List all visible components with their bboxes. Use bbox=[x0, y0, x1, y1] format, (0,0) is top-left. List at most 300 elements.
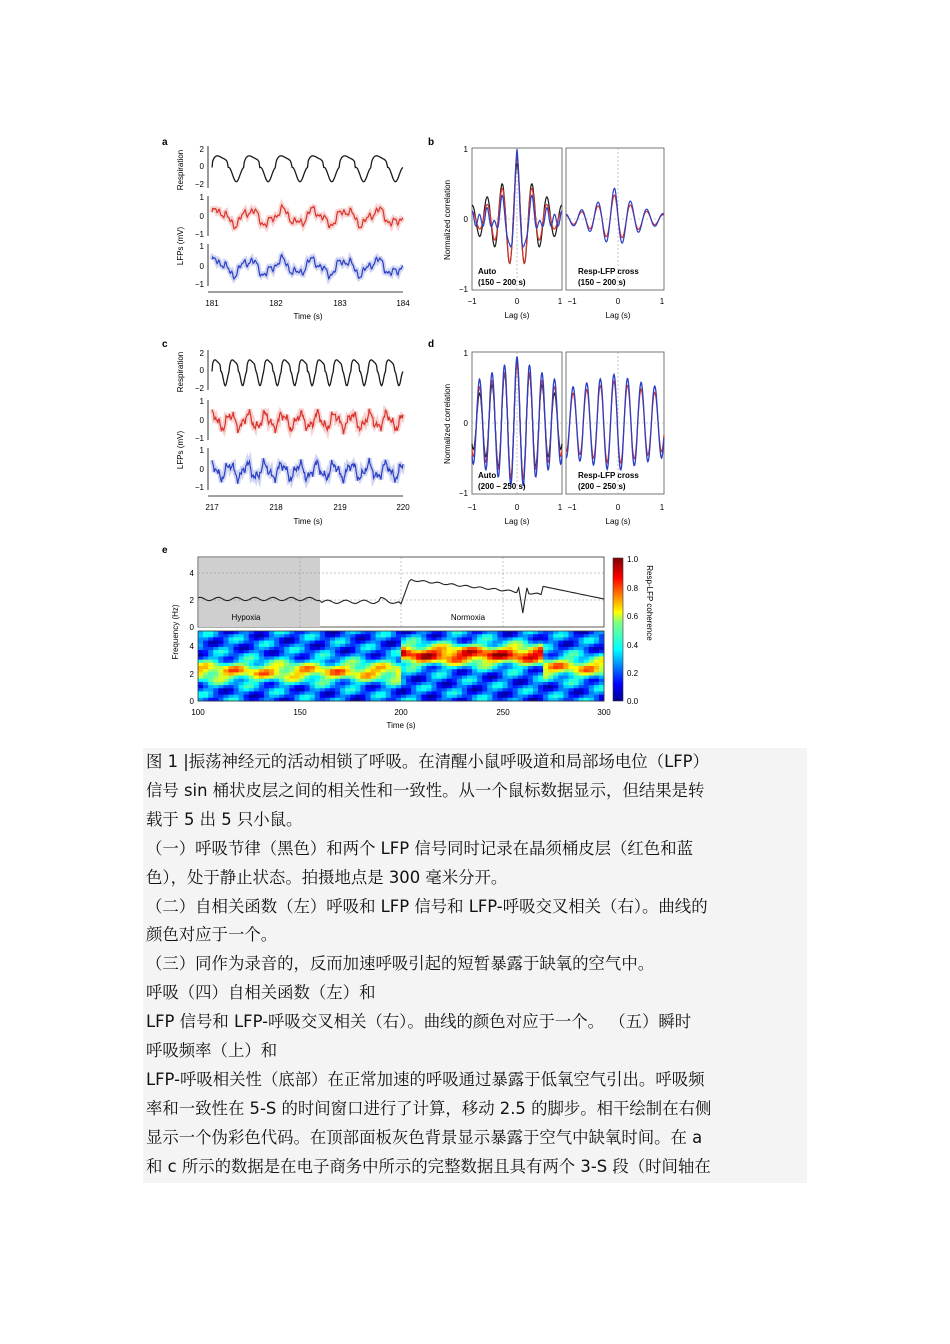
e-heatmap-cell bbox=[482, 631, 487, 635]
e-heatmap-cell bbox=[213, 672, 218, 676]
e-heatmap-cell bbox=[497, 653, 502, 657]
e-heatmap-cell bbox=[421, 650, 426, 654]
e-heatmap-cell bbox=[279, 672, 284, 676]
e-heatmap-cell bbox=[442, 688, 447, 692]
e-heatmap-cell bbox=[406, 650, 411, 654]
e-heatmap-cell bbox=[518, 644, 523, 648]
d-xtick-l-0: 0 bbox=[514, 503, 520, 512]
e-heatmap-cell bbox=[568, 676, 573, 680]
e-heatmap-cell bbox=[381, 660, 386, 664]
e-heatmap-cell bbox=[381, 688, 386, 692]
a-resp-tick-2: 2 bbox=[199, 145, 204, 154]
e-heatmap-cell bbox=[467, 672, 472, 676]
e-heatmap-cell bbox=[589, 666, 594, 670]
e-heatmap-cell bbox=[477, 637, 482, 641]
e-heatmap-cell bbox=[320, 666, 325, 670]
e-heatmap-cell bbox=[487, 641, 492, 645]
e-heatmap-cell bbox=[244, 688, 249, 692]
e-heatmap-cell bbox=[406, 682, 411, 686]
e-heatmap-cell bbox=[442, 653, 447, 657]
a-resp-tick-m2: −2 bbox=[194, 180, 204, 189]
panel-b-ylabel: Normalized correlation bbox=[443, 179, 452, 261]
e-heatmap-cell bbox=[350, 688, 355, 692]
e-heatmap-cell bbox=[437, 650, 442, 654]
e-heatmap-cell bbox=[239, 679, 244, 683]
e-heatmap-cell bbox=[579, 695, 584, 699]
e-heatmap-cell bbox=[249, 634, 254, 638]
e-heatmap-cell bbox=[543, 653, 548, 657]
e-heatmap-cell bbox=[482, 666, 487, 670]
e-heatmap-cell bbox=[497, 688, 502, 692]
e-heatmap-cell bbox=[518, 672, 523, 676]
e-heatmap-cell bbox=[284, 650, 289, 654]
e-heatmap-cell bbox=[467, 695, 472, 699]
e-heatmap-cell bbox=[269, 666, 274, 670]
e-heatmap-cell bbox=[579, 669, 584, 673]
e-heatmap-cell bbox=[335, 631, 340, 635]
d-xlabel-left: Lag (s) bbox=[504, 517, 530, 526]
e-heatmap-cell bbox=[421, 656, 426, 660]
e-heatmap-cell bbox=[467, 682, 472, 686]
a-lfp1-tick-m1: −1 bbox=[194, 230, 204, 239]
e-heatmap-cell bbox=[203, 663, 208, 667]
e-heatmap-cell bbox=[447, 679, 452, 683]
e-heatmap-cell bbox=[457, 691, 462, 695]
e-heatmap-cell bbox=[462, 647, 467, 651]
e-heatmap-cell bbox=[589, 682, 594, 686]
e-heatmap-cell bbox=[294, 641, 299, 645]
e-heatmap-cell bbox=[563, 647, 568, 651]
e-heatmap-cell bbox=[203, 691, 208, 695]
e-heatmap-cell bbox=[274, 644, 279, 648]
e-heatmap-cell bbox=[579, 691, 584, 695]
e-heatmap-cell bbox=[426, 679, 431, 683]
e-heatmap-cell bbox=[310, 656, 315, 660]
e-heatmap-cell bbox=[223, 676, 228, 680]
e-heatmap-cell bbox=[371, 682, 376, 686]
e-heatmap-cell bbox=[406, 666, 411, 670]
e-heatmap-cell bbox=[457, 695, 462, 699]
e-heatmap-cell bbox=[320, 695, 325, 699]
e-heatmap-cell bbox=[305, 669, 310, 673]
e-heatmap-cell bbox=[477, 656, 482, 660]
e-heatmap-cell bbox=[386, 641, 391, 645]
e-heatmap-cell bbox=[563, 641, 568, 645]
e-heatmap-cell bbox=[462, 663, 467, 667]
e-heatmap-cell bbox=[345, 644, 350, 648]
e-heatmap-cell bbox=[426, 634, 431, 638]
e-heatmap-cell bbox=[274, 637, 279, 641]
e-heatmap-cell bbox=[330, 688, 335, 692]
c-resp-tick-0: 0 bbox=[199, 366, 204, 375]
e-heatmap-cell bbox=[376, 676, 381, 680]
e-heatmap-cell bbox=[330, 672, 335, 676]
e-heatmap-cell bbox=[543, 669, 548, 673]
e-heatmap-cell bbox=[558, 669, 563, 673]
e-heatmap-cell bbox=[477, 647, 482, 651]
b-ytick-m1: −1 bbox=[458, 285, 468, 294]
e-heatmap-cell bbox=[543, 666, 548, 670]
a-xtick-181: 181 bbox=[205, 299, 219, 308]
e-heatmap-cell bbox=[320, 634, 325, 638]
e-heatmap-cell bbox=[421, 647, 426, 651]
e-heatmap-cell bbox=[599, 634, 604, 638]
e-heatmap-cell bbox=[335, 676, 340, 680]
e-heatmap-cell bbox=[457, 660, 462, 664]
e-heatmap-cell bbox=[300, 656, 305, 660]
e-heatmap-cell bbox=[223, 691, 228, 695]
e-heatmap-cell bbox=[411, 682, 416, 686]
e-heatmap-cell bbox=[426, 631, 431, 635]
e-heatmap-cell bbox=[599, 669, 604, 673]
e-heatmap-cell bbox=[365, 660, 370, 664]
e-heatmap-cell bbox=[538, 634, 543, 638]
e-heatmap-cell bbox=[416, 682, 421, 686]
e-heatmap-cell bbox=[462, 644, 467, 648]
e-heatmap-cell bbox=[538, 691, 543, 695]
e-heatmap-cell bbox=[589, 688, 594, 692]
e-heatmap-cell bbox=[254, 672, 259, 676]
e-heatmap-cell bbox=[284, 669, 289, 673]
e-heatmap-cell bbox=[492, 650, 497, 654]
e-heatmap-cell bbox=[558, 631, 563, 635]
e-heatmap-cell bbox=[442, 634, 447, 638]
e-heatmap-cell bbox=[487, 650, 492, 654]
e-heatmap-cell bbox=[406, 660, 411, 664]
e-heatmap-cell bbox=[239, 666, 244, 670]
e-heatmap-cell bbox=[228, 663, 233, 667]
e-heatmap-cell bbox=[482, 685, 487, 689]
c-xtick-219: 219 bbox=[333, 503, 347, 512]
e-heatmap-cell bbox=[208, 666, 213, 670]
e-heatmap-cell bbox=[508, 666, 513, 670]
e-heatmap-cell bbox=[599, 641, 604, 645]
e-heatmap-cell bbox=[594, 644, 599, 648]
e-heatmap-cell bbox=[320, 679, 325, 683]
e-heatmap-cell bbox=[239, 631, 244, 635]
e-heatmap-cell bbox=[386, 682, 391, 686]
e-heatmap-cell bbox=[239, 644, 244, 648]
e-heatmap-cell bbox=[274, 663, 279, 667]
e-heatmap-cell bbox=[492, 672, 497, 676]
e-heatmap-cell bbox=[208, 672, 213, 676]
e-heatmap-cell bbox=[244, 663, 249, 667]
e-heatmap-cell bbox=[437, 656, 442, 660]
e-heatmap-cell bbox=[376, 653, 381, 657]
e-colorbar-label: Resp-LFP coherence bbox=[645, 565, 654, 641]
e-heatmap-cell bbox=[284, 695, 289, 699]
e-heatmap-cell bbox=[223, 650, 228, 654]
e-heatmap-cell bbox=[599, 666, 604, 670]
e-heatmap-cell bbox=[345, 688, 350, 692]
b-cross-red bbox=[566, 195, 664, 238]
e-heatmap-cell bbox=[355, 685, 360, 689]
e-heatmap-cell bbox=[543, 637, 548, 641]
e-heatmap-cell bbox=[279, 660, 284, 664]
e-heatmap-cell bbox=[350, 656, 355, 660]
e-heatmap-cell bbox=[568, 695, 573, 699]
e-heatmap-cell bbox=[574, 660, 579, 664]
e-heatmap-cell bbox=[254, 695, 259, 699]
e-heatmap-cell bbox=[452, 688, 457, 692]
e-heatmap-cell bbox=[315, 634, 320, 638]
e-heatmap-cell bbox=[264, 672, 269, 676]
e-heatmap-cell bbox=[401, 637, 406, 641]
e-heatmap-cell bbox=[472, 656, 477, 660]
e-heatmap-cell bbox=[340, 647, 345, 651]
b-cross-range: (150 – 200 s) bbox=[578, 278, 626, 287]
e-heatmap-cell bbox=[325, 656, 330, 660]
e-heatmap-cell bbox=[355, 663, 360, 667]
e-heatmap-cell bbox=[300, 663, 305, 667]
e-xtick-300: 300 bbox=[597, 708, 611, 717]
a-resp-tick-0: 0 bbox=[199, 162, 204, 171]
e-heatmap-cell bbox=[279, 666, 284, 670]
e-heatmap-cell bbox=[452, 663, 457, 667]
e-heatmap-cell bbox=[543, 660, 548, 664]
e-heatmap-cell bbox=[279, 656, 284, 660]
e-heatmap-cell bbox=[406, 653, 411, 657]
e-heatmap-cell bbox=[218, 631, 223, 635]
e-heatmap-cell bbox=[584, 637, 589, 641]
e-heatmap-cell bbox=[416, 679, 421, 683]
e-heatmap-cell bbox=[310, 685, 315, 689]
e-heatmap-cell bbox=[416, 637, 421, 641]
e-heatmap-cell bbox=[513, 685, 518, 689]
e-heatmap-cell bbox=[315, 644, 320, 648]
e-heatmap-cell bbox=[360, 679, 365, 683]
e-heatmap-cell bbox=[203, 644, 208, 648]
e-heatmap-cell bbox=[335, 666, 340, 670]
e-heatmap-cell bbox=[381, 650, 386, 654]
e-heatmap-cell bbox=[294, 647, 299, 651]
e-heatmap-cell bbox=[589, 656, 594, 660]
e-heatmap-cell bbox=[421, 672, 426, 676]
e-heatmap-cell bbox=[513, 641, 518, 645]
e-heatmap-cell bbox=[482, 676, 487, 680]
e-heatmap-cell bbox=[376, 650, 381, 654]
e-heatmap-cell bbox=[218, 669, 223, 673]
e-heatmap-cell bbox=[452, 656, 457, 660]
e-heatmap-cell bbox=[386, 672, 391, 676]
e-heatmap-cell bbox=[234, 669, 239, 673]
e-heatmap-cell bbox=[457, 669, 462, 673]
e-heatmap-cell bbox=[274, 641, 279, 645]
e-heatmap-cell bbox=[259, 685, 264, 689]
e-heatmap-cell bbox=[396, 663, 401, 667]
e-heatmap-cell bbox=[254, 669, 259, 673]
e-heatmap-cell bbox=[279, 695, 284, 699]
e-xtick-200: 200 bbox=[394, 708, 408, 717]
e-heatmap-cell bbox=[563, 653, 568, 657]
e-heatmap-cell bbox=[472, 660, 477, 664]
e-heatmap-cell bbox=[249, 695, 254, 699]
e-heatmap-cell bbox=[533, 660, 538, 664]
e-heatmap-cell bbox=[467, 656, 472, 660]
e-heatmap-cell bbox=[594, 666, 599, 670]
e-heatmap-cell bbox=[497, 660, 502, 664]
e-heatmap-cell bbox=[568, 691, 573, 695]
e-heatmap-cell bbox=[563, 650, 568, 654]
e-heatmap-cell bbox=[513, 660, 518, 664]
e-heatmap-cell bbox=[218, 647, 223, 651]
e-heatmap-cell bbox=[335, 672, 340, 676]
e-heatmap-cell bbox=[457, 682, 462, 686]
e-heatmap-cell bbox=[239, 676, 244, 680]
e-heatmap-cell bbox=[289, 656, 294, 660]
e-heatmap-cell bbox=[289, 688, 294, 692]
e-heatmap-cell bbox=[228, 650, 233, 654]
e-heatmap-cell bbox=[320, 637, 325, 641]
e-heatmap-cell bbox=[447, 637, 452, 641]
e-heatmap-cell bbox=[574, 691, 579, 695]
e-heatmap-cell bbox=[533, 691, 538, 695]
e-heatmap-cell bbox=[421, 685, 426, 689]
e-heatmap-cell bbox=[589, 653, 594, 657]
e-heatmap-cell bbox=[254, 688, 259, 692]
e-heatmap-cell bbox=[543, 647, 548, 651]
e-heatmap-cell bbox=[371, 666, 376, 670]
e-heatmap-cell bbox=[305, 650, 310, 654]
e-heatmap-cell bbox=[568, 637, 573, 641]
e-heatmap-cell bbox=[416, 641, 421, 645]
e-heatmap-cell bbox=[548, 647, 553, 651]
e-heatmap-cell bbox=[553, 685, 558, 689]
e-heatmap-cell bbox=[269, 644, 274, 648]
e-heatmap-cell bbox=[350, 641, 355, 645]
e-heatmap-cell bbox=[452, 634, 457, 638]
b-auto-range: (150 – 200 s) bbox=[478, 278, 526, 287]
e-heatmap-cell bbox=[213, 682, 218, 686]
e-heatmap-cell bbox=[508, 669, 513, 673]
e-heatmap-cell bbox=[371, 695, 376, 699]
e-heatmap-cell bbox=[234, 663, 239, 667]
e-heatmap-cell bbox=[594, 688, 599, 692]
figure-1 bbox=[150, 128, 670, 740]
e-heatmap-cell bbox=[228, 653, 233, 657]
e-heatmap-cell bbox=[203, 669, 208, 673]
e-heatmap-cell bbox=[381, 685, 386, 689]
e-heatmap-cell bbox=[426, 688, 431, 692]
e-heatmap-cell bbox=[300, 679, 305, 683]
e-heatmap-cell bbox=[584, 676, 589, 680]
e-heatmap-cell bbox=[391, 682, 396, 686]
e-heatmap-cell bbox=[447, 666, 452, 670]
e-heatmap-cell bbox=[391, 631, 396, 635]
e-heatmap-cell bbox=[568, 653, 573, 657]
e-heatmap-cell bbox=[442, 637, 447, 641]
e-heatmap-cell bbox=[284, 688, 289, 692]
e-heatmap-cell bbox=[467, 634, 472, 638]
e-heatmap-cell bbox=[558, 695, 563, 699]
e-heatmap-cell bbox=[376, 685, 381, 689]
e-heatmap-cell bbox=[584, 679, 589, 683]
e-heatmap-cell bbox=[416, 660, 421, 664]
e-heatmap-cell bbox=[228, 676, 233, 680]
e-heatmap-cell bbox=[508, 641, 513, 645]
e-heatmap-cell bbox=[599, 676, 604, 680]
e-heatmap-cell bbox=[492, 631, 497, 635]
e-heatmap-cell bbox=[284, 672, 289, 676]
e-heatmap-cell bbox=[218, 656, 223, 660]
e-heatmap-cell bbox=[269, 647, 274, 651]
e-heatmap-cell bbox=[284, 647, 289, 651]
e-colorbar bbox=[613, 558, 623, 701]
e-heatmap-cell bbox=[269, 691, 274, 695]
a-xlabel: Time (s) bbox=[293, 312, 323, 321]
e-heatmap-cell bbox=[508, 691, 513, 695]
e-heatmap-cell bbox=[203, 631, 208, 635]
e-heatmap-cell bbox=[391, 666, 396, 670]
e-heatmap-cell bbox=[533, 653, 538, 657]
e-heatmap-cell bbox=[355, 647, 360, 651]
e-heatmap-cell bbox=[452, 679, 457, 683]
e-heatmap-cell bbox=[421, 644, 426, 648]
e-heatmap-cell bbox=[259, 656, 264, 660]
e-heatmap-cell bbox=[289, 663, 294, 667]
e-heatmap-cell bbox=[558, 679, 563, 683]
e-heatmap-cell bbox=[386, 650, 391, 654]
e-heatmap-cell bbox=[533, 676, 538, 680]
e-heatmap-cell bbox=[548, 656, 553, 660]
e-heatmap-cell bbox=[594, 676, 599, 680]
e-heatmap-cell bbox=[386, 691, 391, 695]
e-heatmap-cell bbox=[406, 695, 411, 699]
e-heatmap-cell bbox=[284, 682, 289, 686]
e-heatmap-cell bbox=[203, 656, 208, 660]
e-heatmap-cell bbox=[360, 672, 365, 676]
e-heatmap-cell bbox=[294, 666, 299, 670]
e-heatmap-cell bbox=[533, 672, 538, 676]
e-heatmap-cell bbox=[239, 663, 244, 667]
e-heatmap-cell bbox=[330, 679, 335, 683]
e-heatmap-cell bbox=[543, 663, 548, 667]
e-heatmap-cell bbox=[386, 653, 391, 657]
e-heatmap-cell bbox=[391, 647, 396, 651]
e-heatmap-cell bbox=[482, 653, 487, 657]
e-heatmap-cell bbox=[320, 644, 325, 648]
e-heatmap-cell bbox=[563, 685, 568, 689]
e-heatmap-cell bbox=[259, 650, 264, 654]
e-heatmap-cell bbox=[492, 647, 497, 651]
e-heatmap-cell bbox=[335, 669, 340, 673]
e-heatmap-cell bbox=[538, 695, 543, 699]
e-heatmap-cell bbox=[335, 656, 340, 660]
e-heatmap-cell bbox=[431, 676, 436, 680]
e-heatmap-cell bbox=[589, 660, 594, 664]
e-heatmap-cell bbox=[249, 682, 254, 686]
e-heatmap-cell bbox=[264, 682, 269, 686]
e-heatmap-cell bbox=[208, 650, 213, 654]
e-heatmap-cell bbox=[294, 685, 299, 689]
e-heatmap-cell bbox=[360, 685, 365, 689]
e-heatmap-cell bbox=[452, 691, 457, 695]
e-heatmap-cell bbox=[589, 663, 594, 667]
c-lfp1-tick-m1: −1 bbox=[194, 434, 204, 443]
e-heatmap-cell bbox=[213, 669, 218, 673]
e-heatmap-cell bbox=[335, 688, 340, 692]
e-heatmap-cell bbox=[234, 672, 239, 676]
e-heatmap-cell bbox=[457, 666, 462, 670]
e-heatmap-cell bbox=[335, 634, 340, 638]
e-heatmap-cell bbox=[396, 656, 401, 660]
e-heatmap-cell bbox=[518, 669, 523, 673]
e-heatmap-cell bbox=[518, 637, 523, 641]
e-heatmap-cell bbox=[305, 641, 310, 645]
e-heatmap-cell bbox=[340, 682, 345, 686]
e-heatmap-cell bbox=[548, 631, 553, 635]
e-heatmap-cell bbox=[437, 676, 442, 680]
